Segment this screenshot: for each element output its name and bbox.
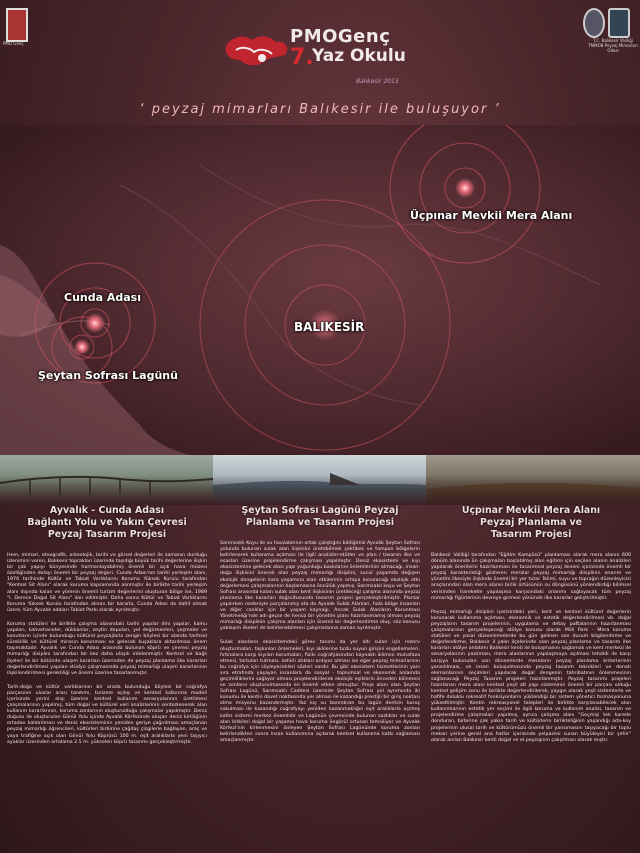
header — [0, 0, 640, 100]
brand-year: Balıkesir 2013 — [356, 78, 399, 85]
column-seytan-title — [220, 505, 420, 529]
right-logo-caption-1: T.C. Balıkesir Valiliği — [593, 38, 633, 43]
brand-number: 7. — [290, 45, 314, 70]
column-cunda — [7, 505, 207, 853]
right-logo-caption — [588, 38, 638, 53]
column-cunda-paragraph: Koruma statüleri ile birlikte çalışma alanındaki tarihi yapılar dini yapılar, kamu yapıları, kahvehaneler, dükkanlar, zeytin depoları, yel değirmenleri, çeşmeler ve konutların içinde bulunduğu kültürel peyzajlarla zengin böylesi bir alanda tarihsel süreklilik ve kültürel mirasın korunması ve gelecek kuşaklara aktarılması önem taşımaktadır. Ayvalık ve Cunda Adası arasında bulunan köprü ve çevresi peyzaj mimarlığı disiplini tarafından bir kez daha ulaşık irdelenmiştir. Kentsel ve bağlı ilçeleri ile bir bütünde ulaşım kararları üzerinden de peyzaj planlama ilke kararları değerlendirilmesi yapılan stüdyo çalışmasında peyzaj mimarlığı ulaşım kararlarının ilişkilendirilmesi gerekliliği ve önemi üzerine tasarlanmıştır. — [7, 621, 207, 676]
photo-strip — [0, 455, 640, 505]
cunda-marker — [85, 313, 105, 333]
place-seytan: Şeytan Sofrası Lagünü — [38, 369, 178, 382]
pmo-genc-logo — [6, 8, 28, 42]
column-cunda-title — [7, 505, 207, 541]
place-ucpinar: Üçpınar Mevkii Mera Alanı — [410, 209, 573, 222]
column-ucpinar-title-line: Üçpınar Mevkii Mera Alanı — [461, 505, 601, 516]
satellite-map — [0, 125, 640, 455]
column-seytan — [220, 505, 420, 853]
left-logo-caption: PMO Genç — [3, 41, 24, 46]
column-ucpinar-title-line: Peyzaj Planlama ve — [479, 517, 583, 528]
valilik-logo — [583, 8, 605, 38]
column-ucpinar-paragraph: Balıkesir Valiliği tarafından "Eğitim Kampüsü" planlaması olarak mera alanın 600 dönüm alanında ön çalışmaları başlatılmış olan eğitimi için seçilen alanın analizleri yapılarak önerilerin hazırlanması ile tasarımsal peyzaj deseni içerisinde önemli bir peyzaj karakteristiği gösteren meralar peyzaj mimarlığı disiplinin onarım ve yönetim ilkesiyle ilişkinde önemli bir yer tutar. İklimi, suyu ve toprağın düzenleyicisi araçlarından olan mera alanın birlik örtüsünün su döngüsünü yönlendirdiği bilimsel verisinden hareketle yapılaşma karşısındaki onarımı sağlayacak tüm peyzaj mimarlığı figürlerinin devreye girmesi yönünde ilke kararlar geliştirilmiştir. — [431, 553, 631, 601]
column-cunda-title-line: Bağlantı Yolu ve Yakın Çevresi — [27, 517, 187, 528]
turkey-map-icon — [222, 28, 292, 72]
column-seytan-paragraph: Sulak alanların ekosistemdeki görev tanımı da yer altı suları için rezerv oluşturmaları, taşkınları önlemeleri, kıyı aklılerine tuzlu suyun girişini engellemeleri, fırtınalara karşı kıyıları korumaları, fiziki coğrafyasından kaynaklı iklimini muhafaza etmesi, tortuları tutması, zehirli atıkları arıtıyor olması ise eğer peyzaj mimarlarının bu coğrafya için söyleyecekleri sözleri vardır. Bu gibi ekosistem hizmetlerinin yanı sıra etrafında yaşayan insanlara da sosyal - toplumsal ve ekonomik anlamda geçimliliklerini sağlıyor olması projelendirilecek ekolojik eşiklerin önceden bilinmesi ve zonların oluşturulmasında en önemli etken olmuştur. Proje alanı olan Şeytan Sofrası Lagünü, Sarımsaklı Caddesi üzerinde Şeytan Sofrası yol ayrımında iki konumu ile kentin davet noktasında yer alması ile kazandığı prestijli bir giriş noktası olma misyonu kazandırmıştır. Yaz kış su barındıran bu lagün dentsin kuruş sokulması ile kazandığı coğrafyayı yeniden kazanmaklığın eşit aralıklarla açılmış kafes sistemi merkez önemlidir ve Lagünün çevresinde bulunan sazlıklar ve sulak alan bitkileri doğal bir yaşama hava koruma öngörül ortusan temsiliyor ve Ayvalık Körfezi'nin kirlenmesini önleyen Şeytan Sofrası Lagününde koruma zonları belirlendikten sonra insan kullanımına açılarak kentsel kullanıma katkı sağlaması amaçlanmıştır. — [220, 640, 420, 743]
tmmob-logo — [608, 8, 630, 38]
brand-subtitle: Yaz Okulu — [312, 46, 406, 66]
column-ucpinar-title — [431, 505, 631, 541]
right-logo-caption-2: TMMOB Peyzaj Mimarları Odası — [588, 43, 638, 53]
place-cunda: Cunda Adası — [64, 291, 141, 304]
column-cunda-title-line: Peyzaj Tasarım Projesi — [47, 529, 167, 540]
photo-strip-graphic — [0, 455, 640, 505]
column-cunda-paragraph: Tarih-doğa ve kültür varlıklarının bir arada bulunduğu böylesi bir coğrafya parçasının uluslar arası tanıtımı, turizme açılışı ve kentsel kalkınma modeli içerisinde yerini alışı üzerine kentsel kullanım senaryolarının üretilmesi çalışmalarının yapılmış, tüm doğal ve kültürel veri analizlerinin sentezlenerek alan kullanım kararlarının, koruma zonlarının oluşturulduğu çalışmalar yapılmıştır. Deniz doğusu ile oluşturulan Gönül Yolu içinde Ayvalık Körfezinde oluşan deniz kirliliğinin ortadan kaldırılması ve deniz ekosisteminin yeniden geriye çağırılması amaçlanan peyzaj mimarlığı öğrencileri, kültürleri birbirine çağdaş çizgilerle bağlayan, araç ve yaya trafiğine açık olan Gönül Yolu Köprüsü 100 m. eşit aralıklarla yeni taşıyıcı ayaklar üzerinden ortalama 2.5 m. yükselen köprü tasarımı gerçekleştirmiştir. — [7, 684, 207, 745]
column-seytan-title-line: Şeytan Sofrası Lagünü Peyzaj — [241, 505, 399, 516]
brand-title: PMOGenç — [290, 26, 391, 47]
seytan-marker — [74, 339, 90, 355]
column-seytan-paragraph: Sarımsaklı Koyu ile su havzalarının ortak çalıştığını bildiğimiz Ayvalık Şeytan Sofrası yolunda bulunan sulak alan ilişkisini üretebilmek çektikek ve tampon bölgelerin belirlenerek kullanıma açılması ile ilgili analizler-etütler ve plan / tasarım ilke ve esasları üzerine projelendirme çalışması yapılmıştır. Deniz ekosistemi ve kıyı ekosistemine gelecek olası yapı yoğunluğu baskılarını önlemlerinin almacağı, insan-doğa ilişkisini önecek olan peyzaj mimarlığı disiplini, sucul yaşamda değişen ekolojik dengelerin kara yaşamına olan etkilerinin ortaya konulacağı ekolojik etki değerlemesi çalışmalarının başlamasına öncülük yapmış. Sarımsaklı koyu ve Şeytan Sofrası arasında kalan sulak alan kent ilişkisinin üretileceği çalışma alanında peyzaj planlama ilke kararları doğrultusunda tasarım projesi gerçekleştirilmiştir. Planlar yapılırken nedeniyle parçalanmış ota da Ayvalık Sulak Alanları, hala bölge insanları ve diğer canlılar için bir yaşam kaynağı. Ancak Sulak Alanların Korunması Yönetmeliği'nde adı geçse de henüz bir yönetim planı hazırlanmamış olması peyzaj mimarlığı disiplinin çalışma alanları için önemli bir değerlendirme oluş, söz konusu yaklaşım ilkeleri de belirlenebilmesi çalışmalarına zaman ayrılmıştır. — [220, 541, 420, 632]
map-graphic — [0, 125, 640, 455]
column-cunda-title-line: Ayvalık - Cunda Adası — [49, 505, 165, 516]
place-balikesir: BALIKESİR — [294, 320, 365, 334]
column-cunda-paragraph: Hem, mimari, etnografik, arkeolojik, tarihi ve görsel değerleri ile zamanın durduğu izlenimini veren, Balıkesir toprakları üzerinde taşıdığı büyük tarihi değerlerine ilişkin bir çok yapıyı bünyesinde harmanlayabilmiş önemli bir açık hava müzesi özelliğinden dolayı önemli bir peyzaj değeri. Cunda Adası'nın tarihi yerleşim alanı, 1976 tarihinde Kültür ve Tabiat Varlıklarını Koruma Yüksek Kurulu tarafından "Kentsel Sit Alanı" olarak koruma kapsamında alınmıştır ile birlikte tarihi yerleşim alanı dışında kalan ve yörenin önemli turizm değerlerini oluşturan bölge ise, 1989 "I. Derece Doğal Sit Alanı" ilan edilmiştir. Daha sonra Kültür ve Tabiat Varlıklarını Koruma Yüksek Kurulu tarafından alınan bir kararla, Cunda Adası da dahil olmak üzere, tüm Ayvalık adaları Tabiat Parkı olarak ayrılmıştır. — [7, 553, 207, 613]
column-seytan-title-line: Planlama ve Tasarım Projesi — [245, 517, 395, 528]
ucpinar-marker — [455, 178, 475, 198]
column-ucpinar-title-line: Tasarım Projesi — [490, 529, 572, 540]
column-ucpinar-paragraph: Peyzaj mimarlığı disiplini içerisindeki yeri, kent ve kentsel kültürel değerlerin korunarak kullanıma açılması, ekonomik ve estetik değerlendirilmesi vb. doğal peyzajların tasarım projelerinin, uygulama ve detay paftalarının hazırlanması çalışmalarının gerçekleşeceği atölye konusu olarak Milli Park - Mera koruma statüleri ve yasal düzenlemelerde bu gün gelinen son durum bilgilendirme ve değerlendirme, Balıkesir il yalın ilçelerinde olan peyzaj planlama ve tasarım ilke kararları atölye anlatımı Balıkesir kenti ile buluşmasını sağlamak ve kent merkezi ile senaryolarının yazılması, mera alanlarının yapılaşmaya açılması tehdidi ile karşı karşıya bulunulan son dönemlerde meraların peyzaj planlama kriterlerinin yansıtılması, ve insan buluşulmasında peyzaj tasarım teknikleri ve donatı elemanlarının seçimleri yapılarak doğal dengenin tahribatının önlenmesinin sağlanacağı Peyzaj Tasarım projeleri hazırlanmıştır. Peyzaj tasarımı projeleri hazırlanan mera alanı kentsel yeşil alt yapı sisteminin önemli bir parçası olduğu kentsel gelişim zonu ile birlikte değerlendirilerek, yaygın olarak yeşil sistemlerle ve hafife doluklu rekreatif fonksiyonların yüklendiği bir sistem yönetici formasyonuna yükseltilmiştir. Kentin rekreasyonel talepleri ile birlikte karşılanabilecek alan kullanımlarının estetik yer seçimi ile ilgili koruma ve kullanım analizi, tasarım ve projelendirme çalışmaları yapılmış, ayrıca çalışma alanı "Geçmişi tek karede donduran, birbirine çok yakın tarih ve kültürlerin birlikteliğinin yaşandığı ada-koy projelerinin ulusal tarih ve kültürümüzü önemli bir yansımasını taşıyacağı bir toplu mekan yerine genel ana hatlar içerisinde yelpazesi sunan büyüleyici bir şehir" olarak anılan Balıkesir kenti doğal ve el peyzajının çalışılması olarak mıştır. — [431, 609, 631, 743]
column-ucpinar — [431, 505, 631, 853]
slogan: ‘ peyzaj mimarları Balıkesir ile buluşuyor ’ — [139, 102, 501, 117]
